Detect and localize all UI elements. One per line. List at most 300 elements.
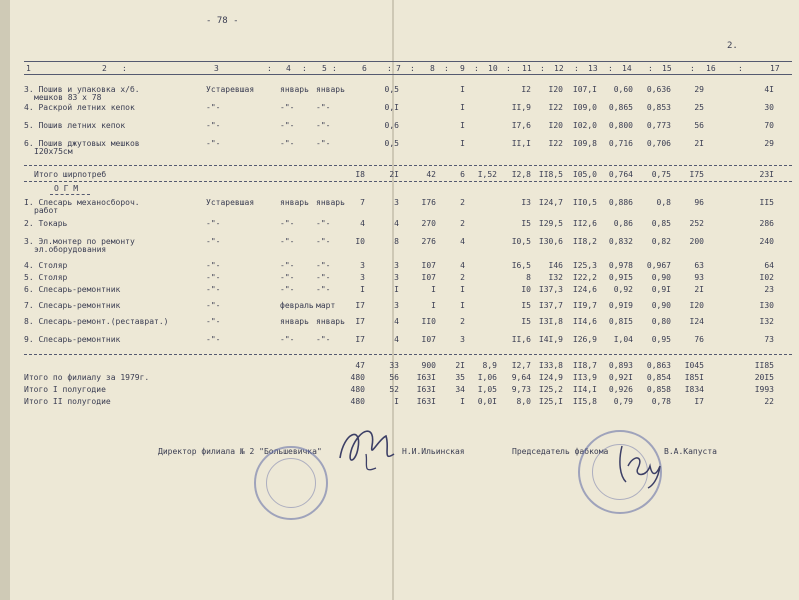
column-header-6: 6 [362, 64, 367, 73]
cell-c4: январь [280, 198, 309, 207]
cell-c16: I75 [689, 170, 704, 179]
cell-c11: I3 [521, 198, 531, 207]
chairman-title: Председатель фабкома [512, 447, 609, 456]
cell-c9: 2 [460, 198, 465, 207]
column-separator: : [474, 64, 479, 73]
cell-c16: I24 [689, 317, 704, 326]
cell-c16: I7 [694, 397, 704, 406]
column-header-15: 15 [662, 64, 672, 73]
cell-c14: 0,716 [608, 139, 633, 148]
cell-c13: I09,0 [572, 103, 597, 112]
cell-c15: 0,75 [651, 170, 671, 179]
archive-page-mark: - 78 - [206, 16, 239, 26]
cell-c7: 0,5 [384, 85, 399, 94]
cell-c13: I05,0 [572, 170, 597, 179]
cell-c15: 0,85 [651, 219, 671, 228]
cell-c15: 0,863 [646, 361, 671, 370]
cell-c6: I0 [355, 237, 365, 246]
column-separator: : [332, 64, 337, 73]
cell-c9: I [460, 301, 465, 310]
cell-c4: -"- [280, 273, 295, 282]
cell-c7: 56 [389, 373, 399, 382]
cell-c8: 900 [421, 361, 436, 370]
cell-c12: I20 [548, 85, 563, 94]
cell-c5: -"- [316, 335, 331, 344]
cell-c3: -"- [206, 121, 221, 130]
cell-c3: -"- [206, 219, 221, 228]
cell-c15: 0,90 [651, 273, 671, 282]
cell-c10: I,06 [477, 373, 497, 382]
row-name: Итого ширпотреб [34, 170, 107, 179]
cell-c14: I,04 [613, 335, 633, 344]
cell-c14: 0,832 [608, 237, 633, 246]
cell-c14: 0,893 [608, 361, 633, 370]
cell-c6: 4 [360, 219, 365, 228]
cell-c16: I85I [684, 373, 704, 382]
column-header-11: 11 [522, 64, 532, 73]
cell-c6: 480 [350, 397, 365, 406]
cell-c15: 0,95 [651, 335, 671, 344]
cell-c5: -"- [316, 103, 331, 112]
cell-c7: 4 [394, 219, 399, 228]
column-separator: : [302, 64, 307, 73]
column-header-17: 17 [770, 64, 780, 73]
column-header-10: 10 [488, 64, 498, 73]
row-name: 3. Пошив и упаковка х/б. [24, 85, 140, 94]
cell-c16: 29 [694, 85, 704, 94]
cell-c5: -"- [316, 285, 331, 294]
cell-c3: -"- [206, 103, 221, 112]
cell-c5: январь [316, 317, 345, 326]
cell-c4: январь [280, 85, 309, 94]
row-name: Итого I полугодие [24, 385, 106, 394]
cell-c8: I07 [421, 261, 436, 270]
row-name-continued: эл.оборудования [34, 245, 107, 254]
cell-c7: 52 [389, 385, 399, 394]
cell-c16: 200 [689, 237, 704, 246]
cell-c13: I26,9 [572, 335, 597, 344]
cell-c17: 22 [764, 397, 774, 406]
cell-c14: 0,86 [613, 219, 633, 228]
cell-c8: 276 [421, 237, 436, 246]
row-name: Итого по филиалу за 1979г. [24, 373, 150, 382]
cell-c17: I30 [759, 301, 774, 310]
cell-c11: 9,73 [511, 385, 531, 394]
cell-c4: -"- [280, 103, 295, 112]
cell-c11: I5 [521, 301, 531, 310]
row-name: 8. Слесарь-ремонт.(реставрат.) [24, 317, 169, 326]
row-name: 6. Слесарь-ремонтник [24, 285, 121, 294]
cell-c17: II5 [759, 198, 774, 207]
row-name: 3. Эл.монтер по ремонту [24, 237, 135, 246]
cell-c16: I045 [684, 361, 704, 370]
cell-c17: II85 [754, 361, 774, 370]
row-name-continued: работ [34, 206, 59, 215]
cell-c12: I4I,9 [538, 335, 563, 344]
cell-c8: I63I [416, 385, 436, 394]
cell-c15: 0,773 [646, 121, 671, 130]
cell-c9: I [460, 103, 465, 112]
cell-c3: -"- [206, 301, 221, 310]
row-name: Итого II полугодие [24, 397, 111, 406]
column-header-12: 12 [554, 64, 564, 73]
cell-c11: I0,5 [511, 237, 531, 246]
cell-c14: 0,800 [608, 121, 633, 130]
round-seal-stamp [254, 446, 328, 520]
cell-c7: 4 [394, 317, 399, 326]
cell-c17: 30 [764, 103, 774, 112]
cell-c17: I02 [759, 273, 774, 282]
document-page [10, 0, 799, 600]
cell-c15: 0,858 [646, 385, 671, 394]
row-name: 4. Раскрой летних кепок [24, 103, 135, 112]
cell-c4: -"- [280, 219, 295, 228]
cell-c15: 0,636 [646, 85, 671, 94]
cell-c17: 240 [759, 237, 774, 246]
cell-c4: -"- [280, 335, 295, 344]
cell-c12: I25,2 [538, 385, 563, 394]
cell-c16: I20 [689, 301, 704, 310]
cell-c17: 23I [759, 170, 774, 179]
cell-c11: I2,7 [511, 361, 531, 370]
cell-c5: -"- [316, 139, 331, 148]
column-header-13: 13 [588, 64, 598, 73]
cell-c16: 96 [694, 198, 704, 207]
cell-c6: 3 [360, 261, 365, 270]
cell-c11: I2,8 [511, 170, 531, 179]
cell-c7: I [394, 397, 399, 406]
director-title: Директор филиала № 2 "Большевичка" [158, 447, 322, 456]
cell-c6: 47 [355, 361, 365, 370]
column-separator: : [410, 64, 415, 73]
cell-c12: I32 [548, 273, 563, 282]
cell-c15: 0,706 [646, 139, 671, 148]
cell-c3: -"- [206, 139, 221, 148]
column-header-14: 14 [622, 64, 632, 73]
cell-c13: I07,I [572, 85, 597, 94]
cell-c8: I07 [421, 273, 436, 282]
cell-c7: 33 [389, 361, 399, 370]
cell-c17: 70 [764, 121, 774, 130]
cell-c6: I7 [355, 317, 365, 326]
cell-c11: 8 [526, 273, 531, 282]
cell-c14: 0,9I9 [608, 301, 633, 310]
cell-c12: I37,3 [538, 285, 563, 294]
cell-c14: 0,92I [608, 373, 633, 382]
cell-c8: 42 [426, 170, 436, 179]
cell-c3: -"- [206, 237, 221, 246]
cell-c6: I7 [355, 301, 365, 310]
cell-c12: II8,5 [538, 170, 563, 179]
cell-c14: 0,764 [608, 170, 633, 179]
section-title-ogm: О Г М [54, 184, 79, 193]
cell-c12: I30,6 [538, 237, 563, 246]
cell-c12: I20 [548, 121, 563, 130]
cell-c16: 63 [694, 261, 704, 270]
cell-c17: 64 [764, 261, 774, 270]
cell-c13: I25,3 [572, 261, 597, 270]
cell-c7: 0,I [384, 103, 399, 112]
column-separator: : [738, 64, 743, 73]
cell-c4: -"- [280, 139, 295, 148]
cell-c12: I24,9 [538, 373, 563, 382]
cell-c6: I [360, 285, 365, 294]
cell-c14: 0,60 [613, 85, 633, 94]
cell-c7: 0,5 [384, 139, 399, 148]
cell-c7: 8 [394, 237, 399, 246]
row-name: 5. Пошив летних кепок [24, 121, 126, 130]
column-header-3: 3 [214, 64, 219, 73]
cell-c17: I32 [759, 317, 774, 326]
cell-c7: 3 [394, 273, 399, 282]
cell-c11: I7,6 [511, 121, 531, 130]
column-separator: : [267, 64, 272, 73]
cell-c14: 0,865 [608, 103, 633, 112]
column-separator: : [506, 64, 511, 73]
cell-c5: -"- [316, 219, 331, 228]
column-separator: : [444, 64, 449, 73]
row-name: 5. Столяр [24, 273, 68, 282]
cell-c10: I,52 [477, 170, 497, 179]
cell-c11: II,I [511, 139, 531, 148]
cell-c5: -"- [316, 261, 331, 270]
cell-c3: -"- [206, 273, 221, 282]
cell-c15: 0,967 [646, 261, 671, 270]
header-rule-top [24, 61, 792, 62]
column-header-8: 8 [430, 64, 435, 73]
cell-c5: январь [316, 198, 345, 207]
cell-c17: 73 [764, 335, 774, 344]
cell-c10: I,05 [477, 385, 497, 394]
cell-c12: I3I,8 [538, 317, 563, 326]
cell-c16: 25 [694, 103, 704, 112]
row-name: 6. Пошив джутовых мешков [24, 139, 140, 148]
cell-c7: 3 [394, 261, 399, 270]
cell-c12: I33,8 [538, 361, 563, 370]
column-header-1: 1 [26, 64, 31, 73]
section-underline [50, 194, 90, 195]
cell-c15: 0,8 [656, 198, 671, 207]
cell-c9: 2I [455, 361, 465, 370]
cell-c9: I [460, 85, 465, 94]
cell-c9: I [460, 285, 465, 294]
row-name: 7. Слесарь-ремонтник [24, 301, 121, 310]
cell-c16: 2I [694, 285, 704, 294]
cell-c11: I5 [521, 219, 531, 228]
cell-c12: I24,7 [538, 198, 563, 207]
cell-c9: I [460, 121, 465, 130]
chairman-signature-icon [610, 436, 666, 492]
cell-c12: I22 [548, 139, 563, 148]
cell-c5: -"- [316, 121, 331, 130]
cell-c13: II8,2 [572, 237, 597, 246]
column-header-4: 4 [286, 64, 291, 73]
cell-c9: I [460, 397, 465, 406]
cell-c5: -"- [316, 273, 331, 282]
cell-c17: 4I [764, 85, 774, 94]
cell-c10: 0,0I [477, 397, 497, 406]
cell-c14: 0,92 [613, 285, 633, 294]
cell-c6: 480 [350, 373, 365, 382]
cell-c13: II2,6 [572, 219, 597, 228]
cell-c15: 0,78 [651, 397, 671, 406]
cell-c8: I76 [421, 198, 436, 207]
row-name-continued: мешков 83 х 78 [34, 93, 102, 102]
column-separator: : [540, 64, 545, 73]
cell-c7: 2I [389, 170, 399, 179]
cell-c14: 0,926 [608, 385, 633, 394]
director-signature-icon [332, 418, 402, 480]
cell-c14: 0,79 [613, 397, 633, 406]
page-number: 2. [727, 41, 738, 51]
cell-c8: I [431, 285, 436, 294]
cell-c13: II0,5 [572, 198, 597, 207]
cell-c9: 2 [460, 273, 465, 282]
column-separator: : [122, 64, 127, 73]
column-separator: : [574, 64, 579, 73]
column-separator: : [608, 64, 613, 73]
cell-c13: II8,7 [572, 361, 597, 370]
cell-c13: I22,2 [572, 273, 597, 282]
cell-c7: 0,6 [384, 121, 399, 130]
cell-c16: 252 [689, 219, 704, 228]
cell-c16: 2I [694, 139, 704, 148]
cell-c9: 4 [460, 237, 465, 246]
column-header-16: 16 [706, 64, 716, 73]
cell-c9: 4 [460, 261, 465, 270]
cell-c11: II,9 [511, 103, 531, 112]
dashed-divider [24, 354, 792, 355]
cell-c7: I [394, 285, 399, 294]
cell-c5: март [316, 301, 336, 310]
cell-c12: I29,5 [538, 219, 563, 228]
cell-c11: I0 [521, 285, 531, 294]
cell-c9: I [460, 139, 465, 148]
cell-c9: 6 [460, 170, 465, 179]
cell-c12: I37,7 [538, 301, 563, 310]
cell-c11: II,6 [511, 335, 531, 344]
column-separator: : [690, 64, 695, 73]
dashed-divider [24, 165, 792, 166]
cell-c4: -"- [280, 285, 295, 294]
cell-c7: 4 [394, 335, 399, 344]
cell-c3: -"- [206, 261, 221, 270]
cell-c12: I46 [548, 261, 563, 270]
row-name: 2. Токарь [24, 219, 68, 228]
cell-c4: -"- [280, 121, 295, 130]
cell-c6: 7 [360, 198, 365, 207]
cell-c15: 0,80 [651, 317, 671, 326]
cell-c13: I24,6 [572, 285, 597, 294]
cell-c4: январь [280, 317, 309, 326]
column-header-2: 2 [102, 64, 107, 73]
column-separator: : [648, 64, 653, 73]
director-name: Н.И.Ильинская [402, 447, 465, 456]
column-separator: : [387, 64, 392, 73]
header-rule-bottom [24, 74, 792, 75]
cell-c4: -"- [280, 237, 295, 246]
cell-c14: 0,8I5 [608, 317, 633, 326]
row-name: 4. Столяр [24, 261, 68, 270]
cell-c6: 480 [350, 385, 365, 394]
cell-c6: I7 [355, 335, 365, 344]
cell-c3: Устаревшая [206, 198, 255, 207]
cell-c6: I8 [355, 170, 365, 179]
cell-c5: январь [316, 85, 345, 94]
cell-c12: I22 [548, 103, 563, 112]
cell-c9: 34 [455, 385, 465, 394]
cell-c13: I09,8 [572, 139, 597, 148]
cell-c8: I63I [416, 373, 436, 382]
cell-c13: I02,0 [572, 121, 597, 130]
cell-c3: -"- [206, 317, 221, 326]
cell-c8: II0 [421, 317, 436, 326]
cell-c7: 3 [394, 198, 399, 207]
row-name: I. Слесарь механосбороч. [24, 198, 140, 207]
cell-c11: I6,5 [511, 261, 531, 270]
cell-c3: Устаревшая [206, 85, 255, 94]
cell-c13: II5,8 [572, 397, 597, 406]
cell-c9: 35 [455, 373, 465, 382]
cell-c10: 8,9 [482, 361, 497, 370]
row-name: 9. Слесарь-ремонтник [24, 335, 121, 344]
cell-c9: 2 [460, 219, 465, 228]
cell-c15: 0,854 [646, 373, 671, 382]
cell-c13: II4,6 [572, 317, 597, 326]
cell-c15: 0,90 [651, 301, 671, 310]
cell-c17: 20I5 [754, 373, 774, 382]
column-header-5: 5 [322, 64, 327, 73]
cell-c12: I25,I [538, 397, 563, 406]
cell-c11: 9,64 [511, 373, 531, 382]
cell-c13: II9,7 [572, 301, 597, 310]
cell-c8: I07 [421, 335, 436, 344]
column-header-9: 9 [460, 64, 465, 73]
cell-c11: 8,0 [516, 397, 531, 406]
cell-c4: февраль [280, 301, 314, 310]
cell-c7: 3 [394, 301, 399, 310]
cell-c17: 29 [764, 139, 774, 148]
cell-c15: 0,853 [646, 103, 671, 112]
cell-c6: 3 [360, 273, 365, 282]
chairman-name: В.А.Капуста [664, 447, 717, 456]
cell-c16: 56 [694, 121, 704, 130]
cell-c8: I63I [416, 397, 436, 406]
cell-c13: II3,9 [572, 373, 597, 382]
cell-c14: 0,978 [608, 261, 633, 270]
cell-c9: 2 [460, 317, 465, 326]
cell-c16: 76 [694, 335, 704, 344]
cell-c9: 3 [460, 335, 465, 344]
row-name-continued: I20х75см [34, 147, 73, 156]
cell-c13: II4,I [572, 385, 597, 394]
cell-c14: 0,9I5 [608, 273, 633, 282]
dashed-divider [24, 181, 792, 182]
cell-c3: -"- [206, 335, 221, 344]
cell-c14: 0,886 [608, 198, 633, 207]
cell-c17: 23 [764, 285, 774, 294]
cell-c15: 0,82 [651, 237, 671, 246]
cell-c8: 270 [421, 219, 436, 228]
cell-c17: 286 [759, 219, 774, 228]
cell-c8: I [431, 301, 436, 310]
cell-c11: I2 [521, 85, 531, 94]
cell-c16: I834 [684, 385, 704, 394]
cell-c16: 93 [694, 273, 704, 282]
column-header-7: 7 [396, 64, 401, 73]
cell-c17: I993 [754, 385, 774, 394]
cell-c11: I5 [521, 317, 531, 326]
